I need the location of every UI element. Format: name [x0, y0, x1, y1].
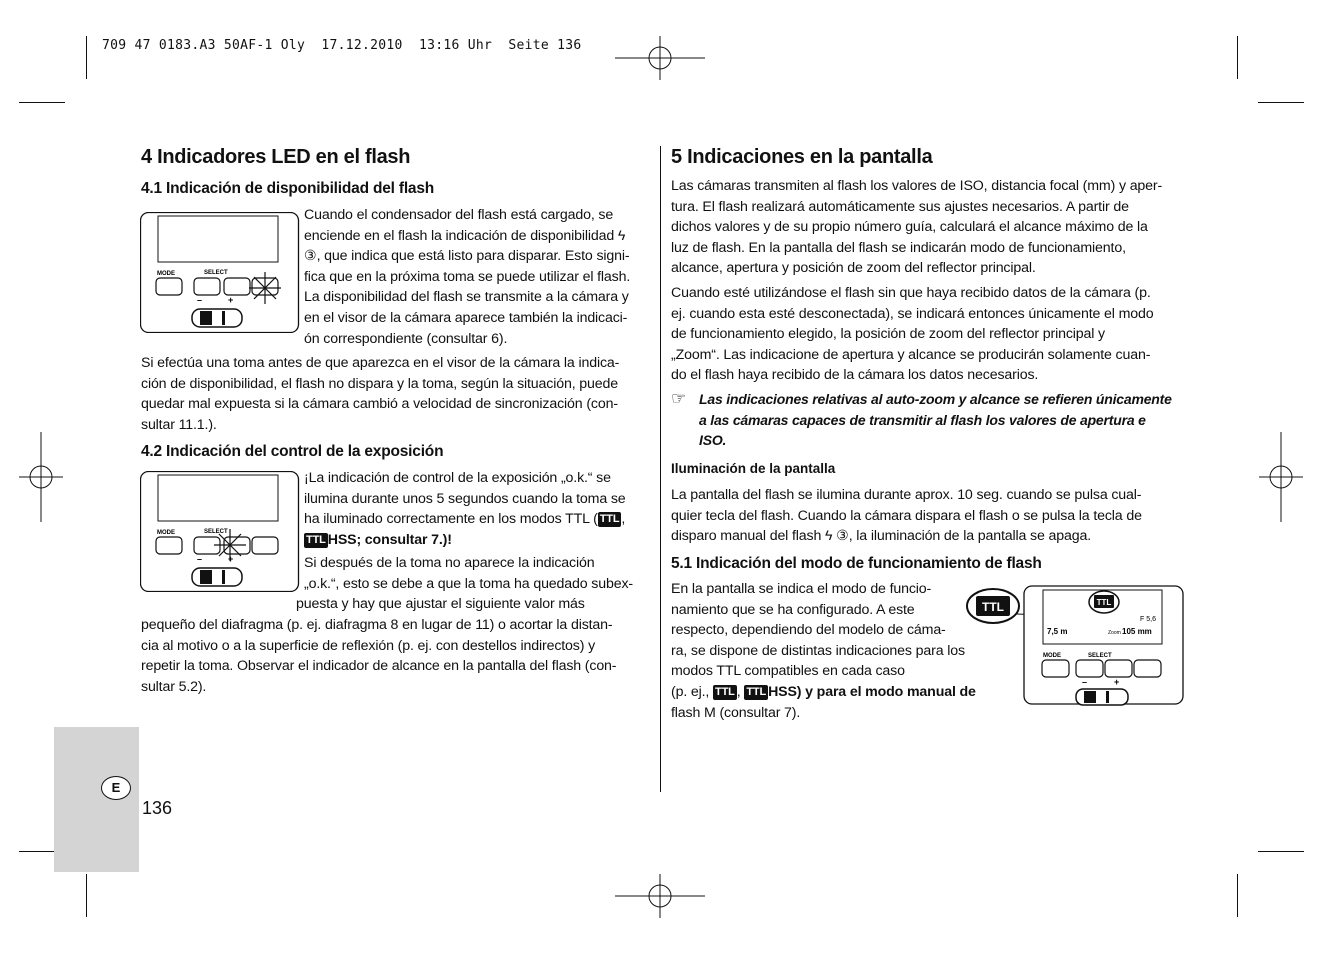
s41-paragraph: Cuando el condensador del flash está cargado, se enciende en el flash la indicación de disponibilidad ϟ ③, que indica que está listo para disparar. Esto signi- fica que en la próxima toma se puede utilizar el flash. La disponibilidad del flash se transmite a la cámara y en el visor de la cámara aparece también la indicaci- ón correspondiente (consultar 6).: [304, 207, 631, 347]
mode-label: MODE: [157, 530, 175, 536]
mode-label: MODE: [1043, 653, 1061, 659]
select-label: SELECT: [204, 270, 228, 276]
ttl-icon: TTL: [599, 513, 620, 526]
zoom-label: Zoom: [1108, 630, 1121, 636]
flash-display-ttl-figure: [962, 583, 1186, 708]
illumination-title: Iluminación de la pantalla: [671, 461, 836, 476]
flash-panel-ready-figure: [140, 212, 300, 333]
s42-paragraph-b: Si después de la toma no aparece la indicación „o.k.“, esto se debe a que la toma ha quedado subex-: [304, 555, 633, 592]
plus-label: +: [228, 554, 234, 564]
s42-paragraph-c: puesta y hay que ajustar el siguiente valor más: [296, 596, 585, 612]
section-5-title: 5 Indicaciones en la pantalla: [671, 146, 933, 168]
section-4-1-title: 4.1 Indicación de disponibilidad del flash: [141, 180, 435, 197]
ttl-icon: TTL: [306, 533, 326, 546]
s5-paragraph-1: Las cámaras transmiten al flash los valores de ISO, distancia focal (mm) y aper- tura. El flash realizará automáticamente sus ajustes necesarios. A partir de dichos valores y de su propio número guía, calculará el alcance máximo de la luz de flash. En la pantalla del flash se indicarán modo de funcionamiento, alcance, apertura y posición de zoom del reflector principal.: [671, 178, 1163, 277]
s42-full-paragraph: pequeño del diafragma (p. ej. diafragma 8 en lugar de 11) o acortar la distan- cia al motivo o a la superficie de reflexión (p. ej. con destellos indirectos) y repetir la toma. Observar el indicador de alcance en la pantalla del flash (con- sultar 5.2).: [141, 617, 617, 695]
s41-full-paragraph: Si efectúa una toma antes de que aparezca en el visor de la cámara la indica- ción de disponibilidad, el flash no dispara y la toma, según la situación, puede quedar mal expuesta si la cámara cambió a velocidad de sincronización (con- sultar 11.1.).: [141, 355, 620, 433]
s51-paragraph: En la pantalla se indica el modo de funcio- namiento que se ha configurado. A este respecto, dependiendo del modelo de cáma- ra, se dispone de distintas indicaciones para los modos TTL compatibles en cada caso (p. ej., TTL , TTL HSS) y para el modo manual de flash M (consultar 7).: [671, 581, 976, 721]
ttl-icon: TTL: [715, 685, 735, 698]
print-header: 709 47 0183.A3 50AF-1 Oly 17.12.2010 13:16 Uhr Seite 136: [102, 38, 582, 53]
pointing-hand-icon: ☞: [671, 389, 687, 408]
ttl-large-icon: TTL: [982, 600, 1004, 614]
section-4-title: 4 Indicadores LED en el flash: [141, 146, 411, 168]
page-number: 136: [142, 798, 173, 818]
plus-label: +: [1114, 677, 1120, 687]
minus-label: –: [1082, 677, 1088, 687]
minus-label: –: [197, 554, 203, 564]
column-divider: [660, 146, 661, 792]
s42-paragraph-a: ¡La indicación de control de la exposición „o.k.“ se ilumina durante unos 5 segundos cuando la toma se ha iluminado correctamente en los modos TTL ( TTL , TTL HSS; consultar 7.)!: [304, 470, 626, 548]
flash-panel-exposure-figure: [140, 471, 300, 592]
ttl-icon: TTL: [746, 685, 767, 698]
distance-readout: 7,5 m: [1047, 627, 1068, 636]
aperture-readout: F 5,6: [1140, 616, 1156, 623]
s5-paragraph-2: Cuando esté utilizándose el flash sin que haya recibido datos de la cámara (p. ej. cuando esta esté desconectada), se indicará entonces únicamente el modo de funcionamiento elegido, la posición de zoom del reflector principal y „Zoom“. Las indicacione de apertura y alcance se producirán solamente cuan- do el flash haya recibido de la cámara los datos necesarios.: [671, 285, 1154, 384]
select-label: SELECT: [204, 529, 228, 535]
zoom-readout: 105 mm: [1122, 627, 1152, 636]
s5-paragraph-3: La pantalla del flash se ilumina durante aprox. 10 seg. cuando se pulsa cual- quier tecla del flash. Cuando la cámara dispara el flash o se pulsa la tecla de disparo manual del flash ϟ ③, la iluminación de la pantalla se apaga.: [671, 487, 1142, 545]
section-4-2-title: 4.2 Indicación del control de la exposición: [141, 443, 444, 460]
mode-label: MODE: [157, 271, 175, 277]
ttl-display-icon: TTL: [1096, 598, 1112, 607]
language-tab: [54, 727, 139, 872]
section-5-1-title: 5.1 Indicación del modo de funcionamiento de flash: [671, 555, 1042, 572]
plus-label: +: [228, 295, 234, 305]
minus-label: –: [197, 295, 203, 305]
language-badge: E: [101, 776, 131, 800]
s5-note: Las indicaciones relativas al auto-zoom y alcance se refieren únicamente a las cámaras capaces de transmitir al flash los valores de apertura e ISO.: [699, 391, 1172, 448]
select-label: SELECT: [1088, 653, 1112, 659]
